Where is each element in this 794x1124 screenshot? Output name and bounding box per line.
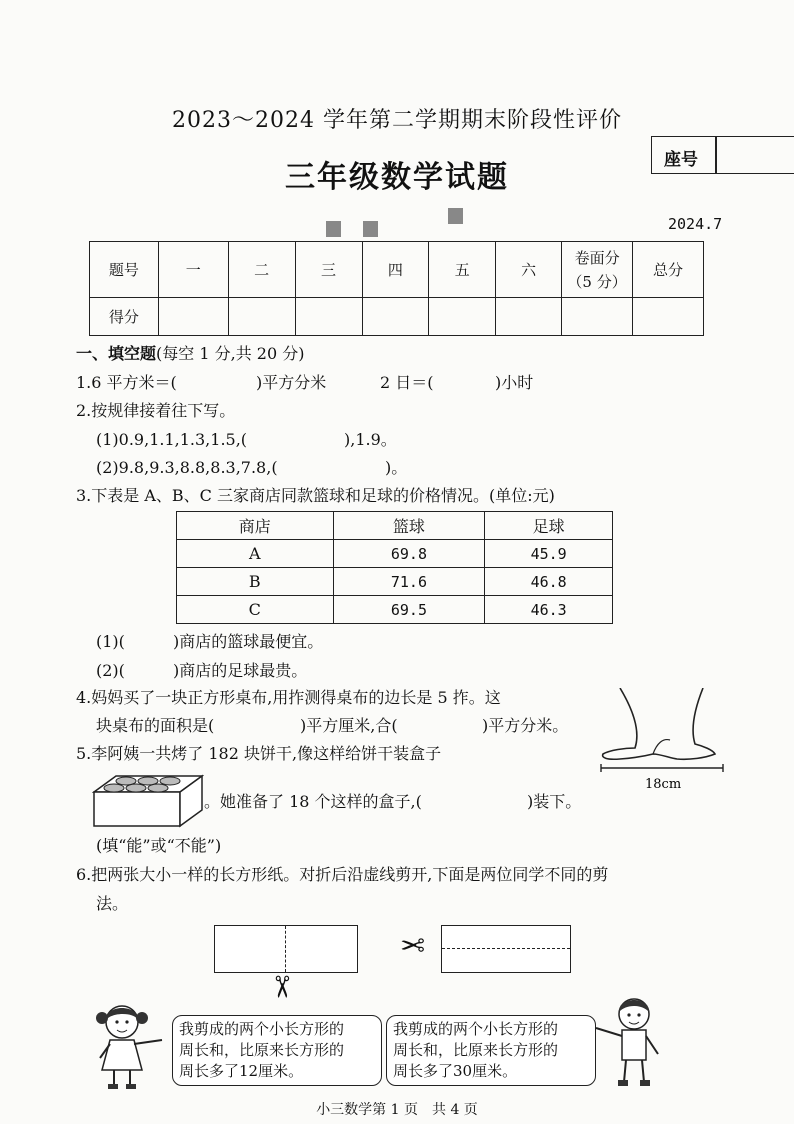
question-1-part-d: )小时 [495, 373, 534, 392]
price-table-row [177, 540, 613, 568]
price-table-cell: 71.6 [333, 568, 485, 596]
price-table-cell: 69.8 [333, 540, 485, 568]
scissors-icon: ✂ [400, 929, 426, 964]
hand-span-label: 18cm [645, 777, 682, 792]
price-table-row [177, 596, 613, 624]
price-table-cell: 45.9 [485, 540, 613, 568]
score-table-header-cell: 总分 [633, 242, 704, 298]
question-2-sub-2-b: )。 [385, 458, 408, 477]
score-cell[interactable] [158, 298, 228, 336]
score-table-header-cell: 五 [429, 242, 496, 298]
question-3-sub-1-b: )商店的篮球最便宜。 [173, 632, 324, 651]
score-table-header-cell-sub: （5 分） [567, 272, 627, 291]
question-5-line-1: 5.李阿姨一共烤了 182 块饼干,像这样给饼干装盒子 [76, 744, 442, 763]
boy-bubble-line: 我剪成的两个小长方形的 [393, 1020, 559, 1038]
question-2-sub-1-b: ),1.9。 [344, 430, 397, 449]
score-row-label: 得分 [90, 298, 159, 336]
question-3-sub-2-a: (2)( [96, 661, 125, 680]
question-5-line-2-a: 。她准备了 18 个这样的盒子,( [204, 792, 422, 811]
score-table-score-row [90, 298, 704, 336]
score-table-header-cell-text: 卷面分 [574, 248, 620, 267]
score-cell[interactable] [562, 298, 633, 336]
section-1-subtitle: (每空 1 分,共 20 分) [156, 344, 305, 363]
score-table [89, 241, 704, 336]
price-table-header-row [177, 512, 613, 540]
price-table-cell: C [177, 596, 334, 624]
score-table-header-cell: 四 [362, 242, 429, 298]
girl-bubble-line: 周长多了12厘米。 [179, 1062, 304, 1080]
exam-header-title: 2023～2024 学年第二学期期末阶段性评价 [172, 108, 622, 133]
paper-rectangle-vertical-cut [214, 925, 358, 973]
ink-blot [363, 221, 378, 237]
question-5-line-2-b: )装下。 [527, 792, 582, 811]
cookie-box-icon [92, 770, 204, 830]
question-3-sub-1-a: (1)( [96, 632, 125, 651]
ink-blot [326, 221, 341, 237]
paper-rectangle-horizontal-cut [441, 925, 571, 973]
boy-bubble-line: 周长多了30厘米。 [393, 1062, 518, 1080]
question-6-line-2: 法。 [96, 894, 129, 913]
exam-main-title: 三年级数学试题 [285, 160, 509, 195]
score-table-header-cell: 一 [158, 242, 228, 298]
boy-student-illustration [592, 994, 672, 1092]
seat-box-divider [715, 137, 717, 173]
price-table-header-cell: 篮球 [333, 512, 485, 540]
price-table-cell: A [177, 540, 334, 568]
scissors-icon: ✂ [263, 974, 299, 1000]
score-table-header-cell: 三 [295, 242, 362, 298]
score-cell[interactable] [633, 298, 704, 336]
price-table [176, 511, 613, 624]
hand-span-illustration [595, 688, 730, 793]
score-table-header-cell: 题号 [90, 242, 159, 298]
price-table-cell: B [177, 568, 334, 596]
exam-date: 2024.7 [668, 215, 723, 233]
score-cell[interactable] [295, 298, 362, 336]
score-table-header-cell [562, 242, 633, 298]
vertical-cut-line [285, 926, 286, 972]
seat-number-box [651, 136, 794, 174]
score-table-header-cell: 二 [228, 242, 295, 298]
question-3-stem: 3.下表是 A、B、C 三家商店同款篮球和足球的价格情况。(单位:元) [76, 486, 555, 505]
score-cell[interactable] [228, 298, 295, 336]
price-table-header-cell: 足球 [485, 512, 613, 540]
question-2-stem: 2.按规律接着往下写。 [76, 401, 236, 420]
section-1-title: 一、填空题 [76, 344, 157, 363]
girl-bubble-line: 我剪成的两个小长方形的 [179, 1020, 345, 1038]
question-4-line-2-b: )平方厘米,合( [300, 716, 398, 735]
score-cell[interactable] [362, 298, 429, 336]
question-1-part-a: 1.6 平方米＝( [76, 373, 177, 392]
horizontal-cut-line [442, 948, 570, 949]
page-footer: 小三数学第 1 页 共 4 页 [316, 1102, 478, 1118]
price-table-cell: 46.3 [485, 596, 613, 624]
ink-blot [448, 208, 463, 224]
score-table-header-row [90, 242, 704, 298]
price-table-cell: 69.5 [333, 596, 485, 624]
question-4-line-2-c: )平方分米。 [482, 716, 569, 735]
question-2-sub-1-a: (1)0.9,1.1,1.3,1.5,( [96, 430, 248, 449]
question-1-part-c: 2 日＝( [380, 373, 434, 392]
girl-bubble-line: 周长和，比原来长方形的 [179, 1041, 345, 1059]
score-table-header-cell: 六 [496, 242, 562, 298]
girl-speech-bubble [172, 1015, 382, 1086]
price-table-row [177, 568, 613, 596]
section-1-heading [76, 346, 304, 362]
question-3-sub-2-b: )商店的足球最贵。 [173, 661, 308, 680]
seat-number-label: 座号 [664, 150, 698, 170]
boy-speech-bubble [386, 1015, 596, 1086]
question-6-line-1: 6.把两张大小一样的长方形纸。对折后沿虚线剪开,下面是两位同学不同的剪 [76, 865, 609, 884]
score-cell[interactable] [496, 298, 562, 336]
question-2-sub-2-a: (2)9.8,9.3,8.8,8.3,7.8,( [96, 458, 278, 477]
question-1-part-b: )平方分米 [256, 373, 327, 392]
score-cell[interactable] [429, 298, 496, 336]
price-table-cell: 46.8 [485, 568, 613, 596]
price-table-header-cell: 商店 [177, 512, 334, 540]
question-5-line-3: (填“能”或“不能”) [96, 836, 222, 855]
question-4-line-1: 4.妈妈买了一块正方形桌布,用拃测得桌布的边长是 5 拃。这 [76, 688, 501, 707]
question-4-line-2-a: 块桌布的面积是( [96, 716, 215, 735]
boy-bubble-line: 周长和，比原来长方形的 [393, 1041, 559, 1059]
girl-student-illustration [90, 1000, 170, 1092]
